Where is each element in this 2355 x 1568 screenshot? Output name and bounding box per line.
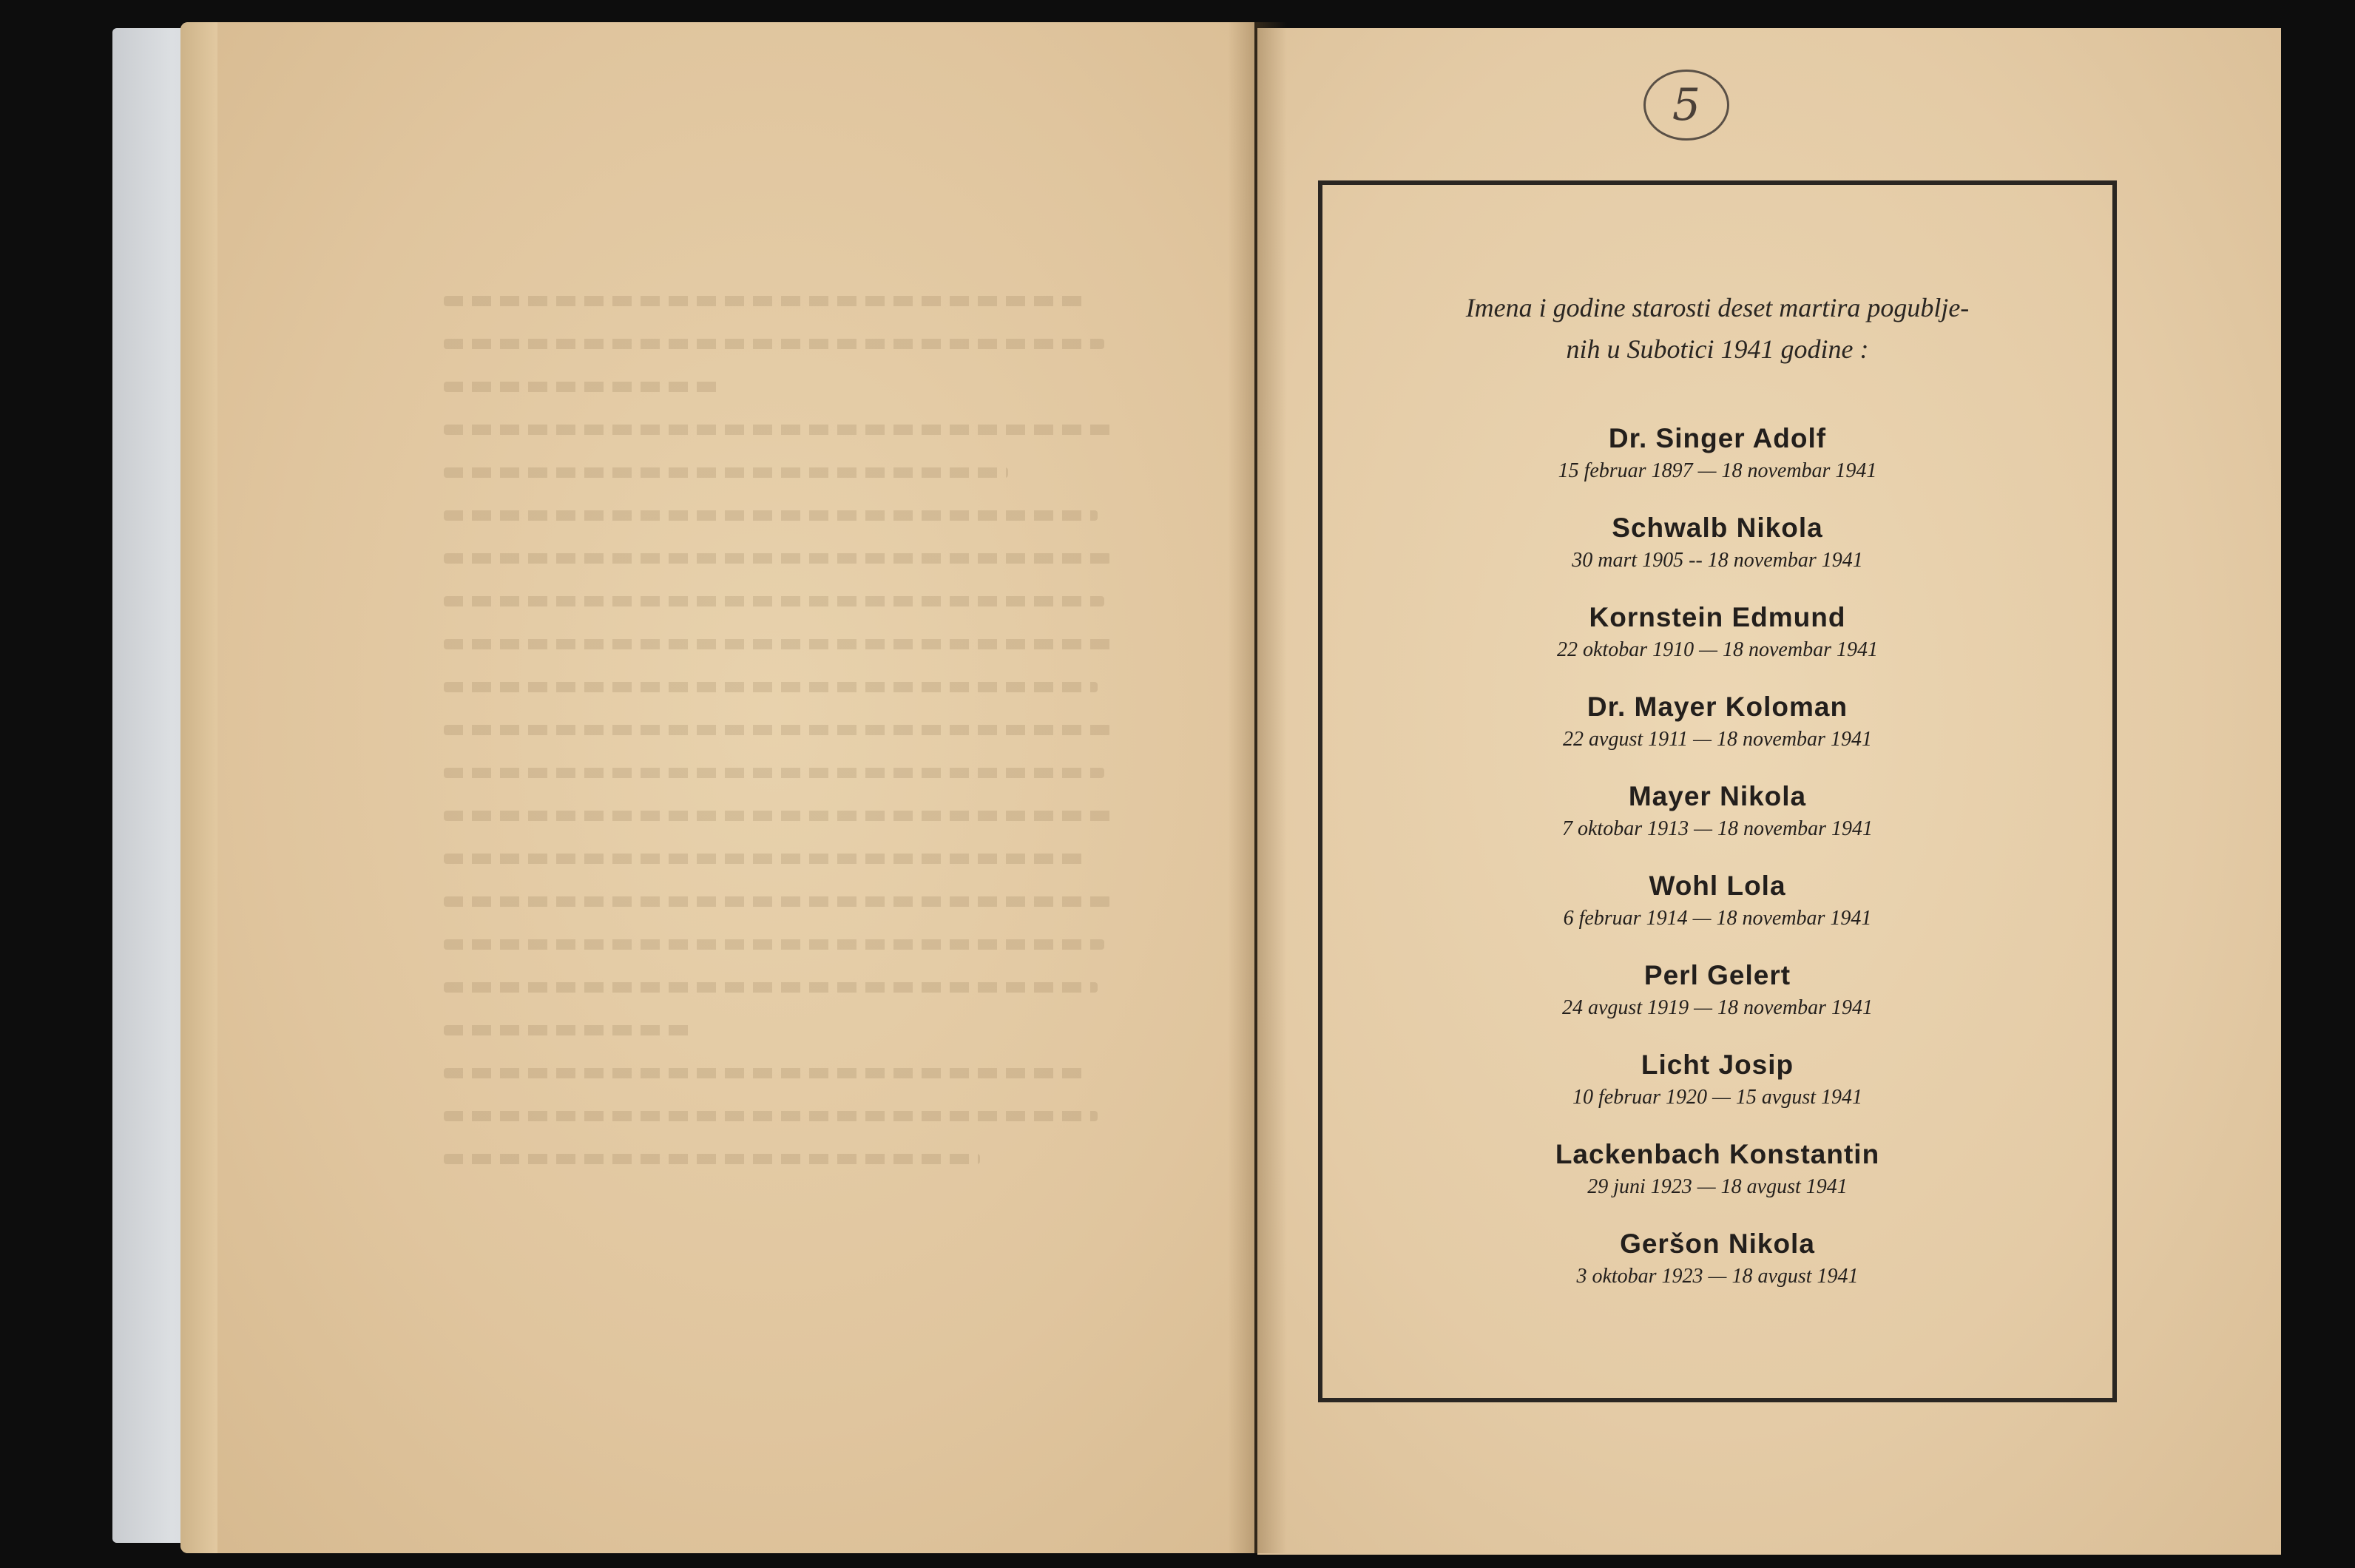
martyr-dates: 6 februar 1914 — 18 novembar 1941	[1563, 907, 1872, 930]
martyr-name: Wohl Lola	[1649, 871, 1786, 901]
martyr-name: Geršon Nikola	[1620, 1229, 1815, 1259]
martyr-entry	[1318, 420, 2117, 510]
martyr-dates: 24 avgust 1919 — 18 novembar 1941	[1562, 996, 1873, 1019]
martyr-entry	[1318, 599, 2117, 689]
martyr-entry	[1318, 510, 2117, 599]
martyr-entry	[1318, 1136, 2117, 1226]
martyr-dates: 10 februar 1920 — 15 avgust 1941	[1572, 1086, 1862, 1109]
martyr-dates: 22 avgust 1911 — 18 novembar 1941	[1563, 728, 1872, 751]
martyr-entry	[1318, 868, 2117, 957]
martyr-entry	[1318, 1047, 2117, 1136]
martyr-entry	[1318, 689, 2117, 778]
martyr-name: Perl Gelert	[1643, 960, 1791, 990]
martyr-name: Dr. Singer Adolf	[1608, 423, 1827, 453]
martyr-name: Lackenbach Konstantin	[1555, 1139, 1880, 1169]
martyr-dates: 30 mart 1905 -- 18 novembar 1941	[1572, 549, 1863, 572]
martyr-name: Mayer Nikola	[1628, 781, 1807, 811]
martyr-dates: 3 oktobar 1923 — 18 avgust 1941	[1576, 1265, 1859, 1288]
heading-line-2: nih u Subotici 1941 godine :	[1566, 334, 1869, 364]
martyr-entry	[1318, 778, 2117, 868]
martyr-dates: 29 juni 1923 — 18 avgust 1941	[1587, 1175, 1848, 1198]
martyr-dates: 22 oktobar 1910 — 18 novembar 1941	[1557, 638, 1878, 661]
memorial-heading	[1318, 287, 2117, 370]
martyr-name: Licht Josip	[1641, 1050, 1794, 1080]
martyr-name: Kornstein Edmund	[1589, 602, 1846, 632]
martyr-dates: 15 februar 1897 — 18 novembar 1941	[1558, 459, 1877, 482]
show-through-text	[444, 296, 1132, 1198]
martyr-entry	[1318, 1226, 2117, 1315]
martyr-name: Dr. Mayer Koloman	[1587, 692, 1848, 722]
handwritten-page-number	[1643, 70, 1729, 141]
page-number-text: 5	[1672, 79, 1701, 131]
martyr-dates: 7 oktobar 1913 — 18 novembar 1941	[1562, 817, 1873, 840]
martyr-entry	[1318, 957, 2117, 1047]
martyr-list	[1318, 420, 2117, 1315]
heading-line-1: Imena i godine starosti deset martira pogublje-	[1465, 293, 1970, 322]
martyr-name: Schwalb Nikola	[1612, 513, 1823, 543]
page-edge	[180, 22, 217, 1553]
book-gutter	[1228, 22, 1287, 1553]
